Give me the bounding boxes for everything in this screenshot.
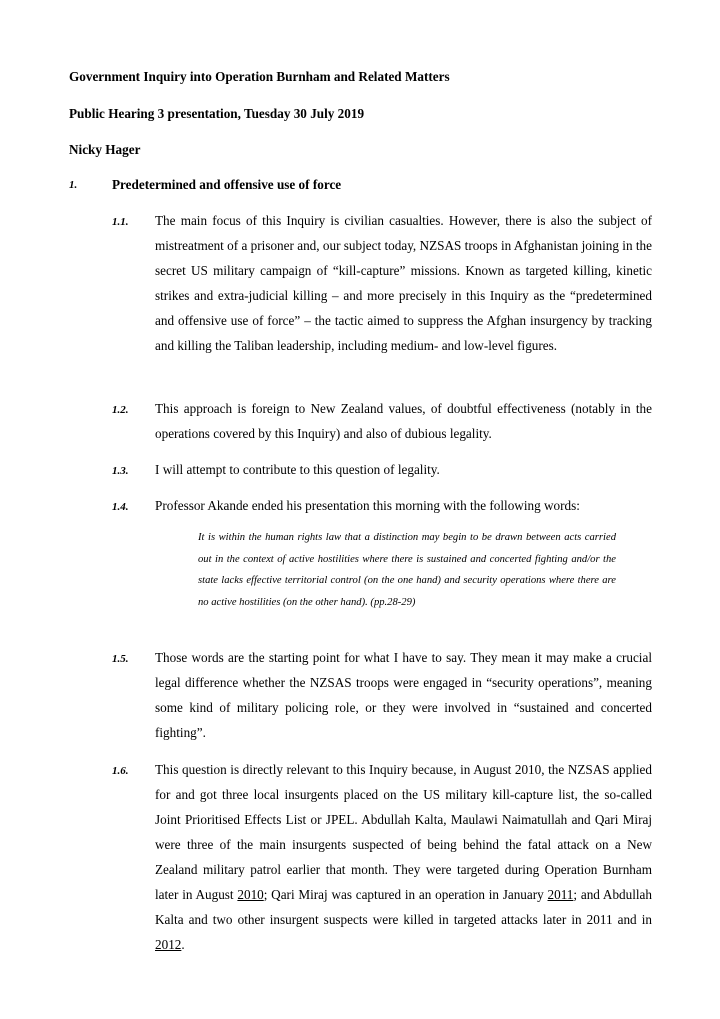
document-subtitle: Public Hearing 3 presentation, Tuesday 30 July 2019 <box>69 106 365 121</box>
paragraph-number: 1.5. <box>112 653 129 665</box>
paragraph-text: This approach is foreign to New Zealand values, of doubtful effectiveness (notably in the operations covered by this Inquiry) and also of dubious legality. <box>155 401 652 441</box>
section-number: 1. <box>69 179 78 191</box>
paragraph-number: 1.6. <box>112 765 129 777</box>
section-title: Predetermined and offensive use of force <box>112 177 342 192</box>
document-title: Government Inquiry into Operation Burnham and Related Matters <box>69 69 450 84</box>
paragraph-text: The main focus of this Inquiry is civilian casualties. However, there is also the subject of mistreatment of a prisoner and, our subject today, NZSAS troops in Afghanistan joining in the secret US military campaign of “kill-capture” missions. Known as targeted killing, kinetic strikes and extra-judicial killing – and more precisely in this Inquiry as the “predetermined and offensive use of force” – the tactic aimed to suppress the Afghan insurgency by tracking and killing the Taliban leadership, including medium- and low-level figures. <box>155 213 652 353</box>
paragraph-text-part: ; and Abdullah Kalta and two other insurgent suspects were killed in targeted attacks later in 2011 and in <box>155 887 652 927</box>
paragraph-text <box>155 757 652 957</box>
paragraph-number: 1.2. <box>112 404 129 416</box>
paragraph-text: Professor Akande ended his presentation this morning with the following words: <box>155 498 580 513</box>
paragraph-text-part: . <box>181 937 185 952</box>
paragraph-text: I will attempt to contribute to this question of legality. <box>155 462 440 477</box>
footnote-link-2010[interactable]: 2010 <box>237 887 264 902</box>
paragraph-text: Those words are the starting point for what I have to say. They mean it may make a crucial legal difference whether the NZSAS troops were engaged in “security operations”, meaning some kind of military policing role, or they were involved in “sustained and concerted fighting”. <box>155 650 652 740</box>
paragraph-number: 1.3. <box>112 465 129 477</box>
document-author: Nicky Hager <box>69 142 141 157</box>
paragraph-number: 1.1. <box>112 216 129 228</box>
footnote-link-2012[interactable]: 2012 <box>155 937 182 952</box>
paragraph-text-part: ; Qari Miraj was captured in an operation in January <box>263 887 548 902</box>
block-quote: It is within the human rights law that a distinction may begin to be drawn between acts carried out in the context of active hostilities where there is sustained and concerted fighting and/or the state lacks effective territorial control (on the one hand) and security operations where there are no active hostilities (on the other hand). (pp.28-29) <box>198 532 616 608</box>
footnote-link-2011[interactable]: 2011 <box>547 887 574 902</box>
paragraph-text-part: This question is directly relevant to this Inquiry because, in August 2010, the NZSAS applied for and got three local insurgents placed on the US military kill-capture list, the so-called Joint Prioritised Effects List or JPEL. Abdullah Kalta, Maulawi Naimatullah and Qari Miraj were three of the main insurgents suspected of being behind the fatal attack on a New Zealand military patrol earlier that month. They were targeted during Operation Burnham later in August <box>155 762 652 902</box>
paragraph-number: 1.4. <box>112 501 129 513</box>
